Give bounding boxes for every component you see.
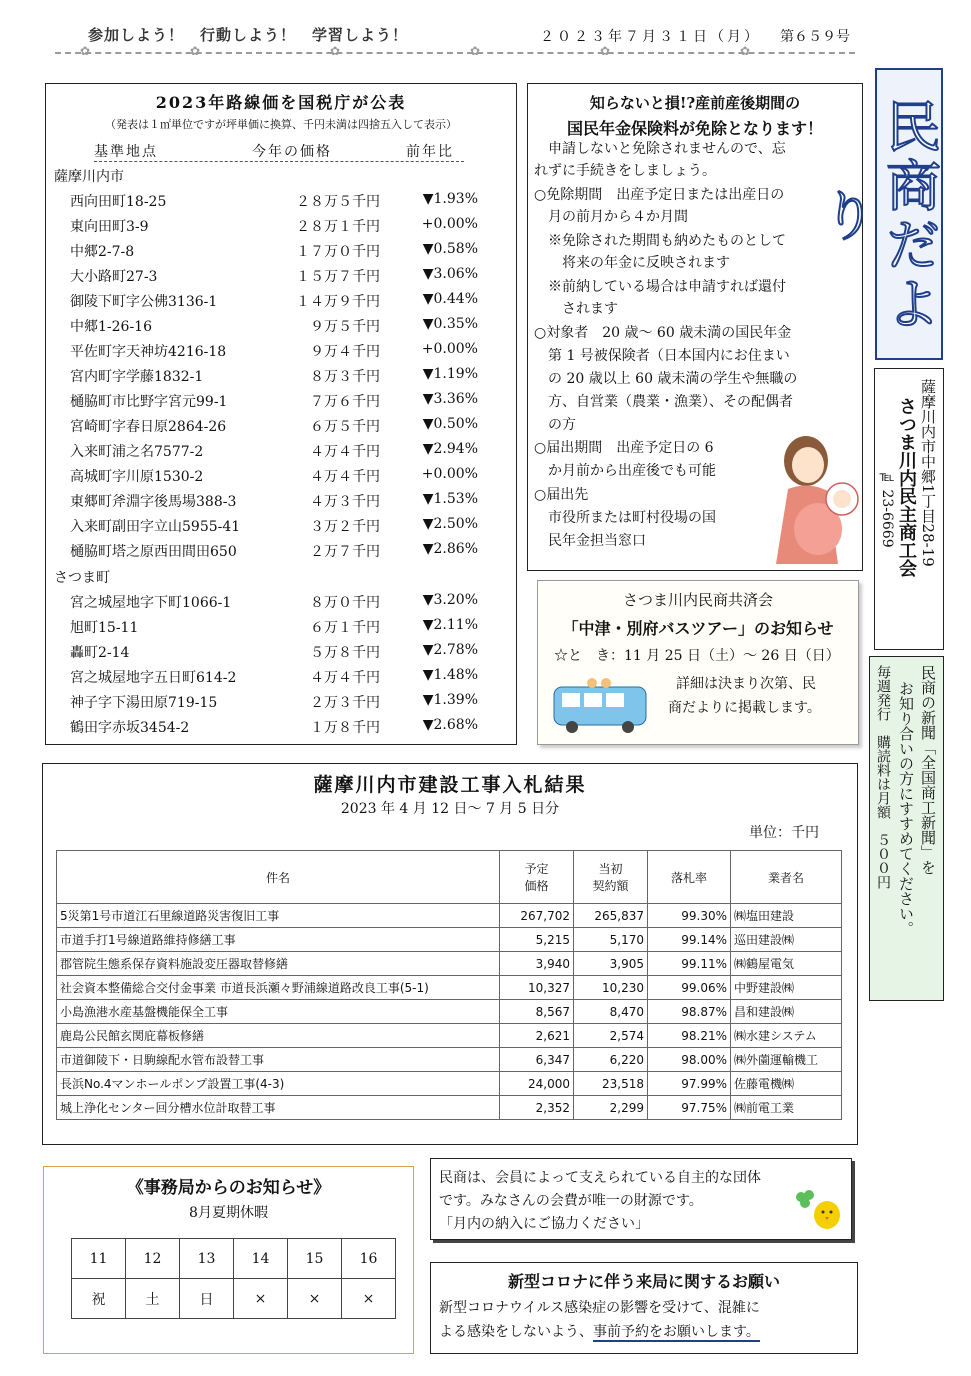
newspaper-promo bbox=[869, 656, 944, 1001]
table-row: 入来町副田字立山5955-41 ３万２千円 ▼2.50% bbox=[70, 516, 478, 535]
pension-text: 申請しないと免除されませんので、忘 bbox=[534, 141, 786, 157]
column-header-estimate: 予定 価格 bbox=[500, 851, 574, 904]
holiday-calendar bbox=[71, 1238, 396, 1319]
pension-text: ○対象者 20 歳～ 60 歳未満の国民年金 bbox=[534, 325, 792, 341]
header-divider bbox=[55, 52, 855, 54]
table-row: 東向田町3-9 ２８万１千円 +0.00% bbox=[70, 216, 478, 235]
promo-line: 民商の新聞「全国商工新聞」を bbox=[919, 665, 937, 875]
issue-number: 第６５９号 bbox=[780, 29, 850, 45]
calendar-day: 16 bbox=[342, 1239, 396, 1279]
member-line: 民商は、会員によって支えられている自主的な団体 bbox=[439, 1170, 761, 1186]
pension-text: 月の前月から４か月間 bbox=[534, 209, 688, 225]
land-price-section bbox=[45, 83, 517, 745]
table-row: 入来町浦之名7577-2 ４万４千円 ▼2.94% bbox=[70, 441, 478, 460]
member-line: です。みなさんの会費が唯一の財源です。 bbox=[439, 1193, 703, 1209]
pension-text: 方、自営業（農業・漁業）、その配偶者 bbox=[534, 394, 793, 410]
calendar-day: 15 bbox=[288, 1239, 342, 1279]
organization-info bbox=[874, 368, 944, 650]
table-row: 城上浄化センター回分槽水位計取替工事 2,352 2,299 97.75% ㈱前電工業 bbox=[57, 1096, 842, 1120]
table-row: 小島漁港水産基盤機能保全工事 8,567 8,470 98.87% 昌和建設㈱ bbox=[57, 1000, 842, 1024]
bid-table bbox=[56, 850, 842, 1120]
office-title: 《事務局からのお知らせ》 bbox=[126, 1178, 331, 1198]
pension-text: 市役所または町村役場の国 bbox=[534, 510, 716, 526]
pension-text: ※前納している場合は申請すれば還付 bbox=[534, 279, 786, 295]
column-header-rate: 落札率 bbox=[648, 851, 731, 904]
flower-icon: ✿ bbox=[740, 44, 751, 58]
promo-line: お知り合いの方にすすめてください。 bbox=[897, 681, 915, 936]
bid-title: 薩摩川内市建設工事入札結果 bbox=[313, 774, 587, 796]
calendar-status: 日 bbox=[180, 1279, 234, 1319]
table-row: 平佐町字天神坊4216-18 ９万４千円 +0.00% bbox=[70, 341, 478, 360]
calendar-status: × bbox=[234, 1279, 288, 1319]
office-subtitle: 8月夏期休暇 bbox=[189, 1205, 268, 1221]
covid-line: 新型コロナウイルス感染症の影響を受けて、混雑に bbox=[439, 1300, 760, 1316]
pension-title-line2: 国民年金保険料が免除となります！ bbox=[566, 119, 823, 138]
group-header: さつま町 bbox=[54, 570, 110, 586]
reservation-emphasis: 事前予約をお願いします。 bbox=[593, 1324, 760, 1340]
table-row: 樋脇町塔之原西田間田650 ２万７千円 ▼2.86% bbox=[70, 541, 478, 560]
org-name: さつま川内民主商工会 bbox=[896, 397, 917, 577]
calendar-status-row bbox=[72, 1279, 396, 1319]
table-row: 宮内町字学藤1832-1 ８万３千円 ▼1.19% bbox=[70, 366, 478, 385]
masthead-title: 民商だより bbox=[813, 98, 941, 334]
table-row: 御陵下町字公佛3136-1 １４万９千円 ▼0.44% bbox=[70, 291, 478, 310]
calendar-day-row bbox=[72, 1239, 396, 1279]
calendar-day: 14 bbox=[234, 1239, 288, 1279]
bid-unit: 単位：千円 bbox=[749, 825, 819, 841]
aid-detail: 商だよりに掲載します。 bbox=[668, 700, 821, 716]
pension-title-line1: 知らないと損!?産前産後期間の bbox=[589, 94, 801, 112]
issue-date: ２０２３年７月３１日（月） bbox=[540, 29, 761, 45]
member-line: 「月内の納入にご協力ください」 bbox=[439, 1216, 649, 1232]
table-row: 郡管院生態系保存資料施設変圧器取替修繕 3,940 3,905 99.11% ㈱鶴屋電気 bbox=[57, 952, 842, 976]
table-row: 市道手打1号線道路維持修繕工事 5,215 5,170 99.14% 巡田建設㈱ bbox=[57, 928, 842, 952]
masthead bbox=[813, 68, 943, 360]
pension-text: 将来の年金に反映されます bbox=[534, 255, 730, 271]
bid-period: 2023 年 4 月 12 日～ 7 月 5 日分 bbox=[340, 801, 560, 817]
table-row: 東郷町斧淵字後馬場388-3 ４万３千円 ▼1.53% bbox=[70, 491, 478, 510]
table-row: 高城町字川原1530-2 ４万４千円 +0.00% bbox=[70, 466, 478, 485]
promo-line: 毎週発行 購読料は月額 ５００円 bbox=[875, 665, 891, 889]
flower-icon: ✿ bbox=[80, 44, 91, 58]
pension-text: の 20 歳以上 60 歳未満の学生や無職の bbox=[534, 371, 798, 387]
pension-text: 第 1 号被保険者（日本国内にお住まい bbox=[534, 348, 790, 364]
pension-text: れずに手続きをしましょう。 bbox=[534, 163, 716, 179]
table-row: 旭町15-11 ６万１千円 ▼2.11% bbox=[70, 617, 478, 636]
flower-icon: ✿ bbox=[600, 44, 611, 58]
bus-illustration bbox=[546, 675, 664, 735]
calendar-status: 土 bbox=[126, 1279, 180, 1319]
pension-text: 民年金担当窓口 bbox=[534, 533, 646, 549]
column-header-change: 前年比 bbox=[406, 144, 454, 160]
table-row: 社会資本整備総合交付金事業 市道長浜瀬々野浦線道路改良工事(5-1) 10,327 10,230 99.06% 中野建設㈱ bbox=[57, 976, 842, 1000]
office-notice bbox=[43, 1166, 414, 1354]
table-row: 宮崎町字春日原2864-26 ６万５千円 ▼0.50% bbox=[70, 416, 478, 435]
pension-text: ○届出先 bbox=[534, 487, 589, 503]
column-header-vendor: 業者名 bbox=[731, 851, 842, 904]
pension-text: ○届出期間 出産予定日の 6 bbox=[534, 440, 714, 456]
mutual-aid-notice bbox=[537, 580, 859, 745]
table-row: 長浜No.4マンホールポンプ設置工事(4-3) 24,000 23,518 97.99% 佐藤電機㈱ bbox=[57, 1072, 842, 1096]
land-price-title: 2023年路線価を国税庁が公表 bbox=[155, 93, 407, 112]
calendar-status: × bbox=[288, 1279, 342, 1319]
table-row: 中郷1-26-16 ９万５千円 ▼0.35% bbox=[70, 316, 478, 335]
aid-date: ☆と き：11 月 25 日（土）～ 26 日（日） bbox=[554, 648, 840, 664]
column-header-contract: 当初 契約額 bbox=[574, 851, 648, 904]
pension-text: ○免除期間 出産予定日または出産日の bbox=[534, 187, 785, 203]
table-header-row bbox=[57, 851, 842, 904]
pension-text: されます bbox=[534, 301, 618, 317]
table-row: 神子字下湯田原719-15 ２万３千円 ▼1.39% bbox=[70, 692, 478, 711]
flower-icon: ✿ bbox=[190, 44, 201, 58]
calendar-status: 祝 bbox=[72, 1279, 126, 1319]
aid-org: さつま川内民商共済会 bbox=[622, 591, 773, 609]
aid-title: 「中津・別府バスツアー」のお知らせ bbox=[562, 619, 834, 638]
header-slogan: 参加しよう！ 行動しよう！ 学習しよう！ bbox=[88, 26, 409, 44]
membership-note bbox=[430, 1158, 852, 1240]
table-row: 大小路町27-3 １５万７千円 ▼3.06% bbox=[70, 266, 478, 285]
table-row: 市道御陵下・日駒線配水管布設替工事 6,347 6,220 98.00% ㈱外薗運輸機工 bbox=[57, 1048, 842, 1072]
table-row: 宮之城屋地字下町1066-1 ８万０千円 ▼3.20% bbox=[70, 592, 478, 611]
pension-exemption-section bbox=[527, 83, 863, 571]
calendar-day: 11 bbox=[72, 1239, 126, 1279]
org-address: 薩摩川内市中郷1丁目28-19 bbox=[919, 379, 937, 567]
table-row: 西向田町18-25 ２８万５千円 ▼1.93% bbox=[70, 191, 478, 210]
calendar-day: 12 bbox=[126, 1239, 180, 1279]
table-row: 宮之城屋地字五日町614-2 ４万４千円 ▼1.48% bbox=[70, 667, 478, 686]
covid-title: 新型コロナに伴う来局に関するお願い bbox=[507, 1272, 780, 1291]
flower-icon: ✿ bbox=[470, 44, 481, 58]
pension-text: の方 bbox=[534, 417, 576, 433]
pension-text: ※免除された期間も納めたものとして bbox=[534, 233, 786, 249]
table-row: 5災第1号市道江石里線道路災害復旧工事 267,702 265,837 99.30% ㈱塩田建設 bbox=[57, 904, 842, 928]
table-row: 樋脇町市比野字宮元99-1 ７万６千円 ▼3.36% bbox=[70, 391, 478, 410]
covid-line: よる感染をしないよう、事前予約をお願いします。 bbox=[439, 1324, 760, 1340]
header-underline bbox=[94, 161, 464, 162]
group-header: 薩摩川内市 bbox=[54, 169, 124, 185]
table-row: 轟町2-14 ５万８千円 ▼2.78% bbox=[70, 642, 478, 661]
land-price-note: （発表は１㎡単位ですが坪単価に換算、千円未満は四捨五入して表示） bbox=[105, 118, 457, 131]
covid-notice bbox=[430, 1262, 858, 1354]
calendar-day: 13 bbox=[180, 1239, 234, 1279]
calendar-status: × bbox=[342, 1279, 396, 1319]
org-tel: ℡ 23-6669 bbox=[879, 469, 895, 548]
table-row: 鶴田字赤坂3454-2 １万８千円 ▼2.68% bbox=[70, 717, 478, 736]
column-header-price: 今年の価格 bbox=[252, 144, 332, 160]
column-header-place: 基準地点 bbox=[94, 144, 158, 160]
bid-results-section bbox=[42, 763, 858, 1145]
flower-icon: ✿ bbox=[330, 44, 341, 58]
pension-text: か月前から出産後でも可能 bbox=[534, 463, 716, 479]
table-row: 鹿島公民館玄関庇幕板修繕 2,621 2,574 98.21% ㈱水建システム bbox=[57, 1024, 842, 1048]
table-row: 中郷2-7-8 １７万０千円 ▼0.58% bbox=[70, 241, 478, 260]
chick-clover-icon bbox=[793, 1185, 843, 1231]
aid-detail: 詳細は決まり次第、民 bbox=[676, 676, 816, 692]
column-header-name: 件名 bbox=[57, 851, 500, 904]
pregnant-woman-illustration bbox=[766, 429, 861, 569]
